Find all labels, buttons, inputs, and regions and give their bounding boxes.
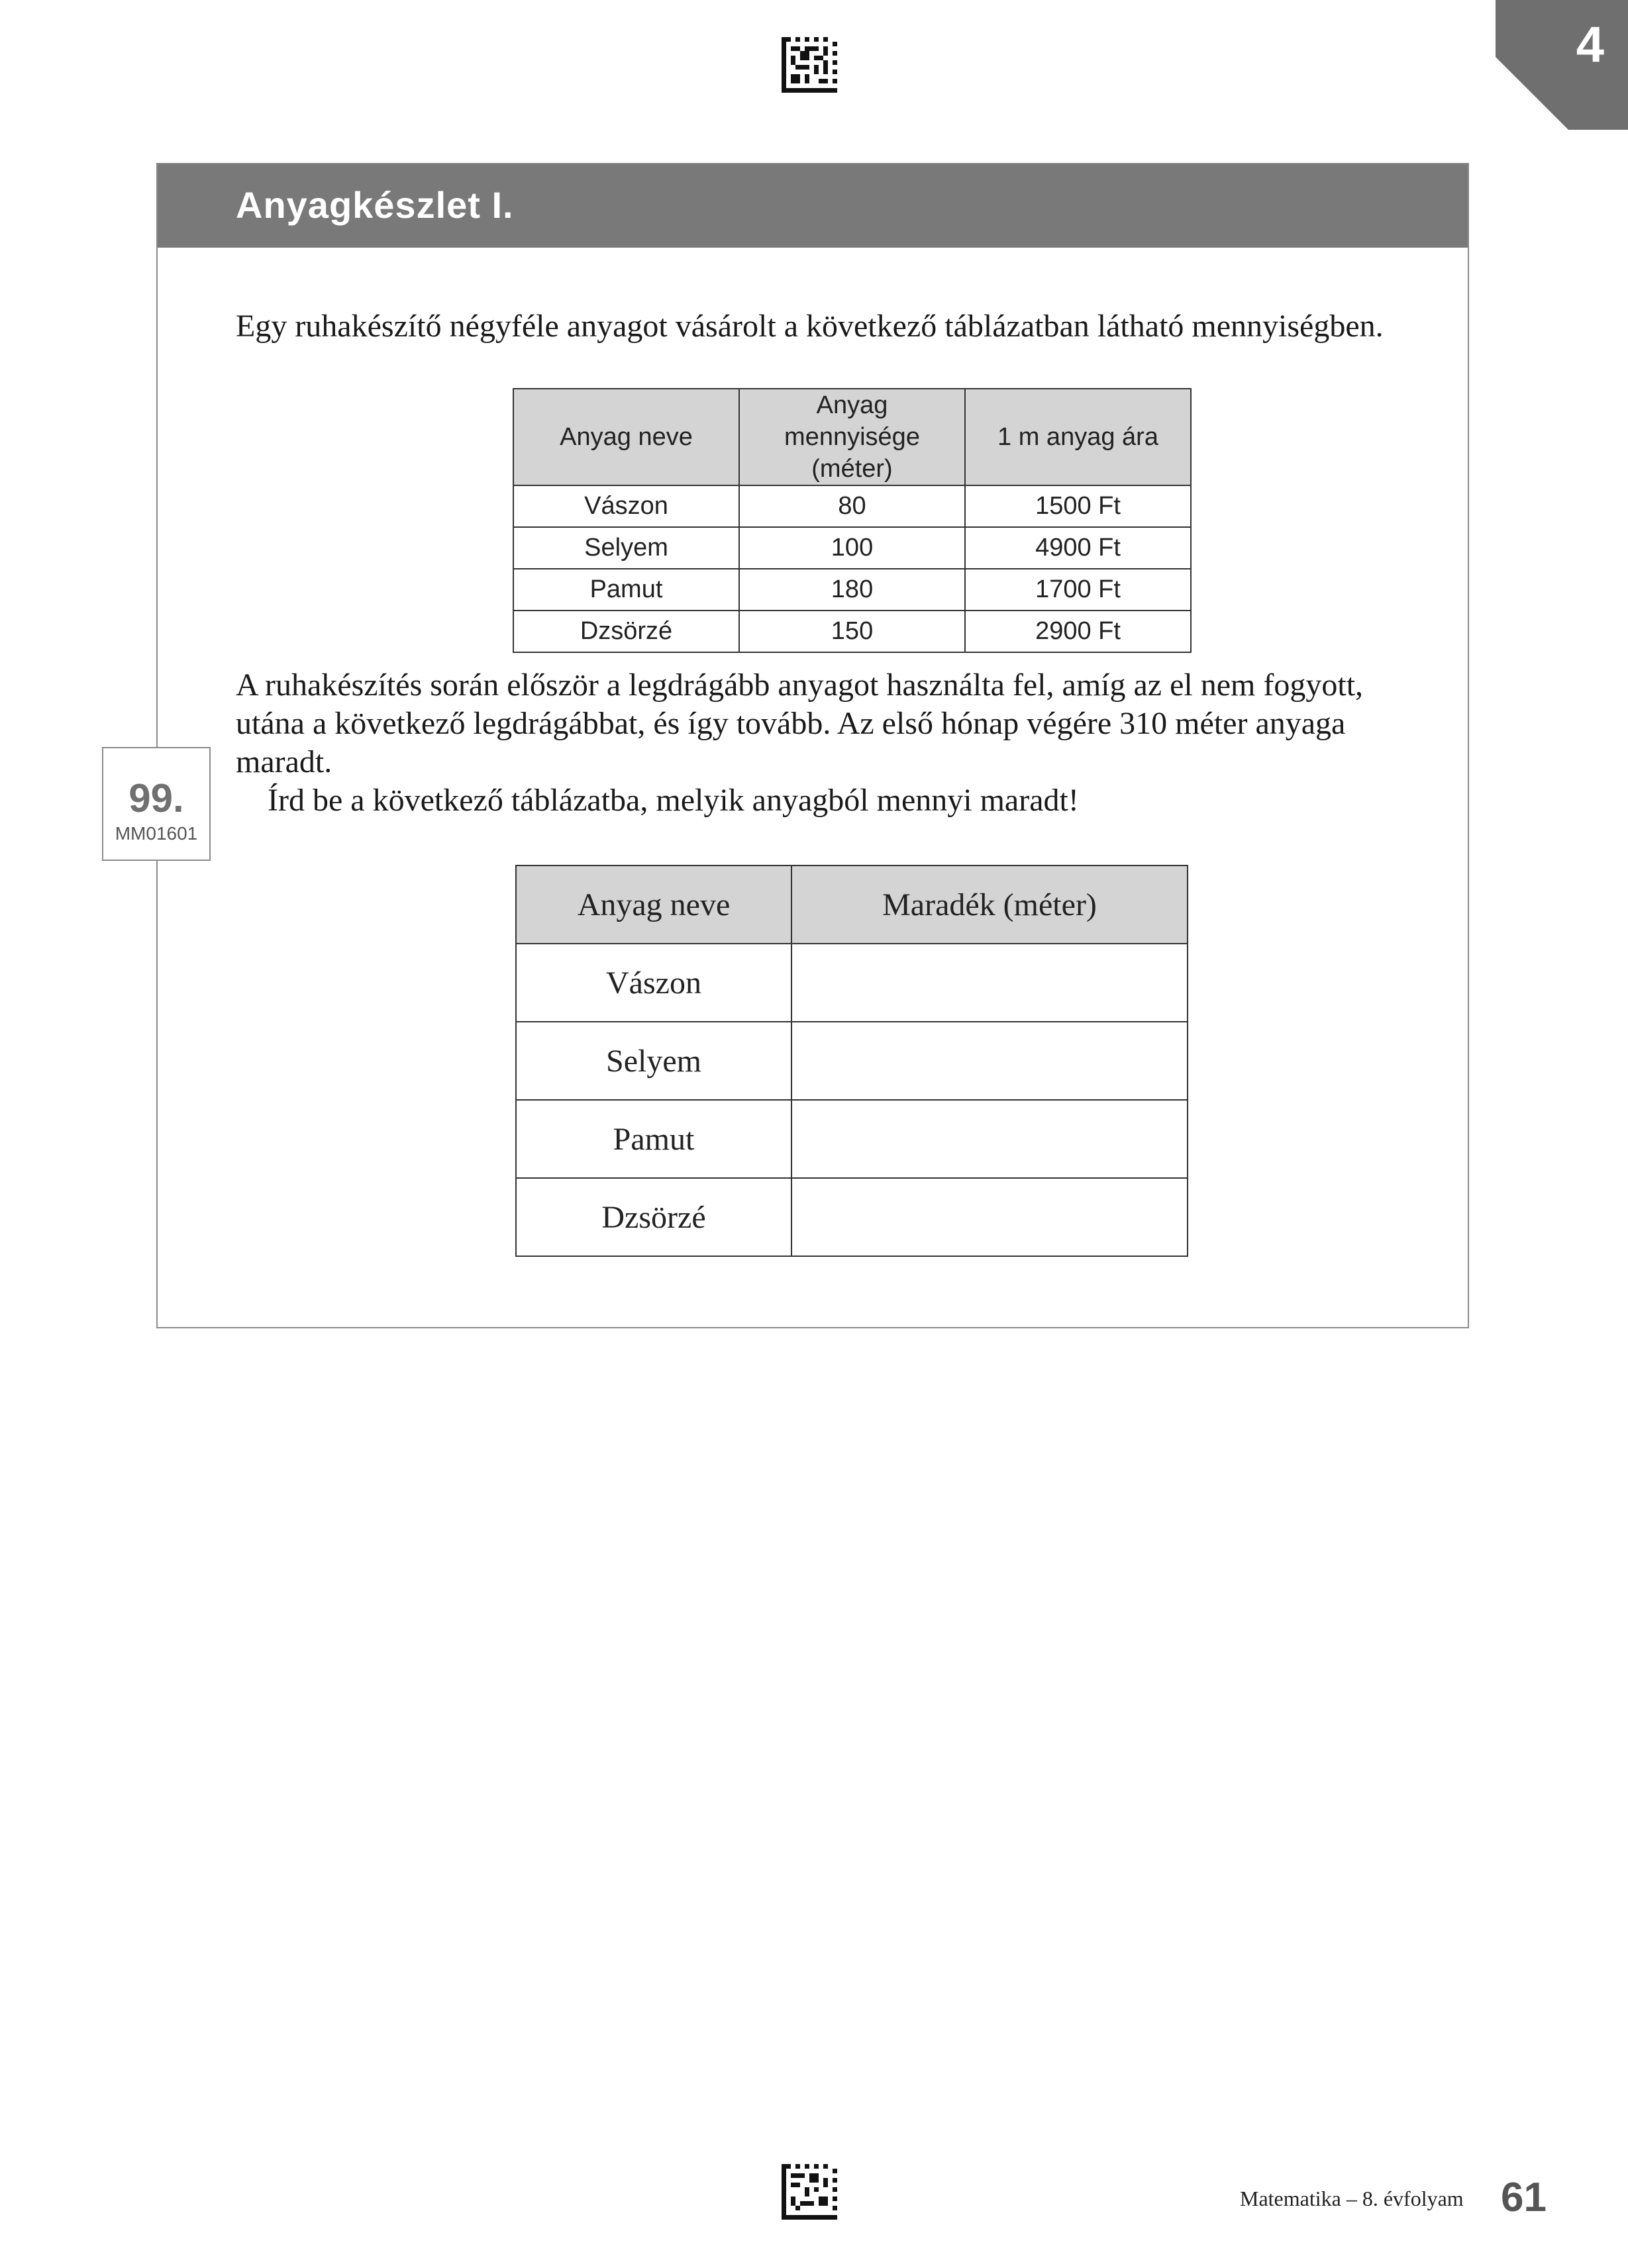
- table-cell: Dzsörzé: [516, 1178, 791, 1256]
- table-cell: 100: [739, 527, 965, 569]
- table-header-row: [513, 389, 1191, 485]
- column-header: Anyag neve: [513, 389, 739, 485]
- intro-text: Egy ruhakészítő négyféle anyagot vásárolt a következő táblázatban látható mennyiségben.: [236, 309, 1384, 344]
- item-number: 99.: [128, 776, 184, 820]
- table-row: [513, 569, 1191, 611]
- table-cell: 4900 Ft: [965, 527, 1191, 569]
- table-cell: Vászon: [513, 485, 739, 527]
- table-cell: 150: [739, 611, 965, 652]
- item-code: MM01601: [115, 823, 198, 844]
- material-data-table: [513, 388, 1192, 653]
- column-header-text: Anyag mennyisége (méter): [784, 391, 920, 483]
- table-cell: Pamut: [516, 1100, 791, 1178]
- page-number: 61: [1501, 2175, 1547, 2220]
- table-cell: Pamut: [513, 569, 739, 611]
- task-header: [158, 164, 1468, 248]
- column-header: 1 m anyag ára: [965, 389, 1191, 485]
- datamatrix-code-bottom: [782, 2164, 837, 2220]
- table-cell: Dzsörzé: [513, 611, 739, 652]
- table-row: [516, 1178, 1188, 1256]
- answer-cell[interactable]: [791, 944, 1188, 1022]
- chapter-tab: [1496, 0, 1628, 130]
- table-cell: 180: [739, 569, 965, 611]
- column-header: [739, 389, 965, 485]
- task-instruction: Írd be a következő táblázatba, melyik anyagból mennyi maradt!: [268, 783, 1079, 818]
- item-number-box: [102, 747, 211, 861]
- table-cell: 1700 Ft: [965, 569, 1191, 611]
- table-row: [516, 944, 1188, 1022]
- chapter-number: 4: [1576, 17, 1604, 73]
- answer-cell[interactable]: [791, 1022, 1188, 1100]
- table-cell: Selyem: [516, 1022, 791, 1100]
- table-cell: 80: [739, 485, 965, 527]
- table-cell: Vászon: [516, 944, 791, 1022]
- table-cell: Selyem: [513, 527, 739, 569]
- description-line: A ruhakészítés során először a legdrágább anyagot használta fel, amíg az el nem fogyott,: [236, 667, 1364, 703]
- column-header: Anyag neve: [516, 865, 791, 944]
- answer-cell[interactable]: [791, 1178, 1188, 1256]
- table-row: [513, 485, 1191, 527]
- table-header-row: [516, 865, 1188, 944]
- column-header: Maradék (méter): [791, 865, 1188, 944]
- table-row: [513, 611, 1191, 652]
- table-cell: 2900 Ft: [965, 611, 1191, 652]
- datamatrix-code-top: [782, 37, 837, 93]
- task-description: [236, 666, 1428, 820]
- table-row: [516, 1100, 1188, 1178]
- table-row: [513, 527, 1191, 569]
- answer-table: [515, 865, 1188, 1257]
- footer-subject: Matematika – 8. évfolyam: [1240, 2187, 1464, 2210]
- answer-cell[interactable]: [791, 1100, 1188, 1178]
- description-line: maradt.: [236, 744, 332, 779]
- table-row: [516, 1022, 1188, 1100]
- task-title: Anyagkészlet I.: [236, 184, 514, 226]
- description-line: utána a következő legdrágábbat, és így tovább. Az első hónap végére 310 méter anyaga: [236, 706, 1346, 741]
- table-cell: 1500 Ft: [965, 485, 1191, 527]
